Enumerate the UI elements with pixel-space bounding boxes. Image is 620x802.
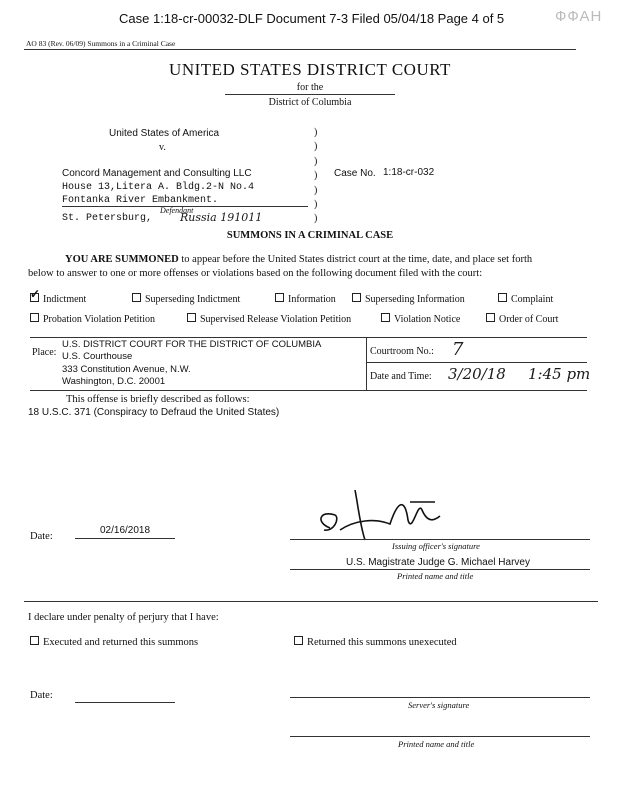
doc-type-superseding-information[interactable] — [352, 293, 465, 305]
checkbox-icon[interactable] — [486, 313, 495, 322]
executed-label: Executed and returned this summons — [43, 637, 199, 648]
signature-line — [290, 539, 590, 540]
defendant-line1: Concord Management and Consulting LLC — [62, 168, 252, 179]
superseding-information-label: Superseding Information — [365, 294, 465, 305]
defendant-line4: St. Petersburg, — [62, 213, 153, 224]
checkbox-icon[interactable] — [275, 293, 284, 302]
doc-type-complaint[interactable] — [498, 293, 553, 305]
order-of-court-label: Order of Court — [499, 314, 559, 325]
case-no-value: 1:18-cr-032 — [383, 167, 435, 178]
defendant-line3: Fontanka River Embankment. — [62, 195, 219, 206]
printed-name-label: Printed name and title — [397, 571, 474, 581]
doc-type-probation[interactable] — [30, 313, 155, 325]
place-table-mid — [366, 362, 587, 363]
place-table-divider — [366, 337, 367, 390]
date-value: 3/20/18 — [448, 365, 506, 383]
form-id: AO 83 (Rev. 06/09) Summons in a Criminal Case — [26, 39, 176, 48]
unexecuted-label: Returned this summons unexecuted — [307, 637, 457, 648]
place-line4: Washington, D.C. 20001 — [62, 376, 166, 387]
summoned-paragraph — [65, 254, 532, 265]
time-value: 1:45 pm — [528, 365, 591, 383]
checkbox-icon[interactable] — [30, 313, 39, 322]
complaint-label: Complaint — [511, 294, 554, 305]
for-the: for the — [296, 82, 324, 93]
doc-type-violation-notice[interactable] — [381, 313, 460, 325]
return-rule — [24, 601, 598, 602]
doc-type-order-of-court[interactable] — [486, 313, 558, 325]
caption-parens: ) ) ) ) ) ) ) — [314, 127, 318, 225]
doc-type-information[interactable] — [275, 293, 336, 305]
defendant-line4-handwritten: Russia 191011 — [180, 211, 263, 224]
probation-label: Probation Violation Petition — [43, 314, 155, 325]
case-no-label: Case No. — [334, 168, 376, 179]
place-line3: 333 Constitution Avenue, N.W. — [62, 364, 191, 375]
watermark: ФФАН — [555, 8, 603, 25]
versus: v. — [159, 142, 166, 153]
district-underline — [225, 94, 395, 95]
doc-type-superseding-indictment[interactable] — [132, 293, 240, 305]
checkbox-icon[interactable] — [132, 293, 141, 302]
place-line1: U.S. DISTRICT COURT FOR THE DISTRICT OF COLUMBIA — [62, 339, 322, 350]
indictment-label: Indictment — [43, 294, 87, 305]
offense-description: 18 U.S.C. 371 (Conspiracy to Defraud the United States) — [28, 407, 280, 418]
checkbox-icon[interactable] — [30, 636, 39, 645]
checkbox-icon[interactable] — [381, 313, 390, 322]
courtroom-label: Courtroom No.: — [370, 346, 434, 357]
checkbox-icon[interactable] — [187, 313, 196, 322]
defendant-line2: House 13,Litera A. Bldg.2-N No.4 — [62, 182, 255, 193]
summoned-bold: YOU ARE SUMMONED — [65, 254, 179, 265]
doc-type-supervised[interactable] — [187, 313, 351, 325]
declare-text: I declare under penalty of perjury that I have: — [28, 612, 219, 623]
case-stamp: Case 1:18-cr-00032-DLF Document 7-3 Filed 05/04/18 Page 4 of 5 — [119, 11, 505, 26]
offense-intro: This offense is briefly described as follows: — [66, 394, 250, 405]
executed-option[interactable] — [30, 636, 198, 648]
summoned-rest: to appear before the United States district court at the time, date, and place set forth — [181, 254, 533, 265]
courtroom-value: 7 — [452, 339, 464, 360]
printed-name: U.S. Magistrate Judge G. Michael Harvey — [346, 557, 530, 568]
checkbox-icon[interactable] — [294, 636, 303, 645]
district: District of Columbia — [268, 97, 352, 108]
date-value-issue: 02/16/2018 — [100, 525, 151, 536]
issuing-officer-label: Issuing officer's signature — [392, 541, 480, 551]
information-label: Information — [288, 294, 336, 305]
header-rule — [24, 49, 576, 50]
return-date-line — [75, 702, 175, 703]
server-printed-line — [290, 736, 590, 737]
place-label: Place: — [32, 347, 57, 358]
datetime-label: Date and Time: — [370, 371, 432, 382]
plaintiff: United States of America — [109, 128, 220, 139]
doc-title: SUMMONS IN A CRIMINAL CASE — [226, 230, 394, 241]
court-title: UNITED STATES DISTRICT COURT — [169, 60, 451, 79]
summoned-line2: below to answer to one or more offenses or violations based on the following document filed with the court: — [28, 268, 483, 279]
violation-notice-label: Violation Notice — [394, 314, 461, 325]
doc-type-indictment[interactable] — [30, 293, 86, 305]
place-table-top — [30, 337, 587, 338]
server-signature-line — [290, 697, 590, 698]
return-date-label: Date: — [30, 690, 53, 701]
server-signature-label: Server's signature — [408, 700, 470, 710]
place-table-bottom — [30, 390, 587, 391]
superseding-indictment-label: Superseding Indictment — [145, 294, 241, 305]
date-label: Date: — [30, 531, 53, 542]
checkbox-checked-icon[interactable] — [30, 293, 39, 302]
server-printed-label: Printed name and title — [398, 739, 475, 749]
printed-name-line — [290, 569, 590, 570]
supervised-label: Supervised Release Violation Petition — [200, 314, 352, 325]
checkbox-icon[interactable] — [352, 293, 361, 302]
date-underline — [75, 538, 175, 539]
defendant-label: Defendant — [160, 206, 194, 215]
checkbox-icon[interactable] — [498, 293, 507, 302]
place-line2: U.S. Courthouse — [62, 351, 133, 362]
unexecuted-option[interactable] — [294, 636, 457, 648]
